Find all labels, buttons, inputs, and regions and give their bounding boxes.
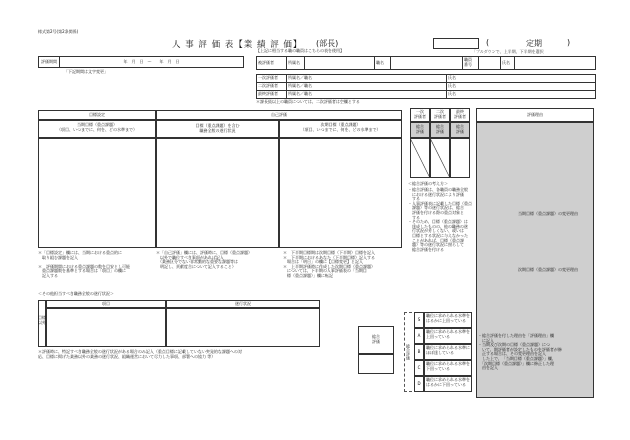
evaluatee-dept-label: 所属名 (287, 57, 305, 70)
period-close: ) (567, 38, 571, 47)
evaluator-dept[interactable]: 所属名／職名 (287, 75, 447, 83)
evaluatee-name-label: 氏名 (501, 57, 515, 70)
evaluator-role: 二次評価者 (257, 83, 287, 91)
eval-period-row (38, 56, 244, 68)
reason-label-current: 当期目標（重点課題）の変更理由 (518, 211, 578, 216)
form-number: 様式第2号(第2条関係) (38, 29, 79, 34)
evaluatee-label: 被評価者 (257, 57, 287, 70)
self-col1-title: 目標（重点課題）を含む 職務全般の遂行状況 (156, 120, 279, 138)
second-evaluator-header: 二次 評価者 (430, 108, 450, 122)
evaluator-name[interactable]: 氏名 (447, 75, 596, 83)
summary-header: ＜総合評価の考え方＞ (408, 181, 448, 186)
evaluatee-dept-field[interactable] (305, 57, 375, 70)
grade-row (414, 312, 472, 328)
self-col2-head (279, 120, 402, 138)
reason-header: 評価理由 (476, 108, 594, 122)
final-evaluator-header: 最終 評価者 (450, 108, 470, 122)
eval-period-label: 評価期間 (39, 57, 60, 67)
eval-period-note: 「下記期間は文字変更」 (64, 69, 108, 74)
diagonal-lines (410, 138, 470, 178)
page-title: 人 事 評 価 表【業 績 評 価】 (172, 40, 303, 50)
self-col2-sub: （項目、いつまでに、何を、どの水準まで） (300, 126, 381, 132)
title-suffix: (部長) (316, 39, 339, 48)
grade-letter: B (414, 344, 424, 360)
other-duty-header: ＜その他担当すべき職務全般の遂行状況＞ (38, 291, 114, 296)
grade-desc: 職位に求められる水準にほぼ達している (424, 344, 472, 360)
first-overall-label: 総合 評価 (410, 122, 430, 138)
evaluator-role: 最終評価者 (257, 91, 287, 99)
notes-left: ＊「目標設定」欄には、当期における重点的に 取り組む課題を記入 ＊ 評価期間における重点課題の数を目安とし可能 重点課題数を基準とする場合は「項目」の欄に 記入する (38, 250, 130, 278)
evaluatee-name-field[interactable] (515, 57, 596, 70)
notes-right: ＊ 下半期目標期は次期目標（下半期）目標を記入 ＊ 下半期におけるあなた（下半期目標）記入する 場合は「明日」の欄に【目標変更】と記入 ＊ 上半期評価時に作成した次期目標（重点課題） については、下半期の人事評価表の「当期目 標（重点課題）」欄に転記 (283, 250, 375, 278)
period-select[interactable]: 定期 (526, 39, 542, 48)
grade-row (414, 328, 472, 344)
grade-side-label: 総合評価 (406, 344, 411, 360)
evaluatee-grade-label: 職員 番号 (463, 57, 479, 70)
grade-row (414, 360, 472, 376)
right-bottom-note: ・総合評価を付した理由を「評価理由」欄 に記入 ・当期及び次期の目標（重点課題）につ いて、期評価者が設定したものを評価者が修 正する場合は、その変更理由を記入 した上で、「当期目標（重点課題）」欄、 「次期目標（重点課題）」欄に修正した理 由を記入 (478, 333, 562, 371)
grade-desc: 職位に求められる水準をはるかに下回っている (424, 376, 472, 392)
evaluator-dept[interactable]: 所属名／職名 (287, 91, 447, 99)
grade-row (414, 376, 472, 392)
diagonal-line (430, 138, 450, 178)
other-duty-col2: 遂行状況 (166, 300, 320, 308)
goal-col-sub: （項目、いつまでに、何を、どの水準まで） (57, 126, 137, 132)
eval-period-value[interactable]: 年 月 日 ～ 年 月 日 (123, 58, 180, 64)
evaluator-note: ＊課長級以上の職員については、二次評価者は空欄とする (256, 99, 360, 104)
grade-row (414, 344, 472, 360)
first-evaluator-header: 一次 評価者 (410, 108, 430, 122)
grade-letter: S (414, 312, 424, 328)
grade-bracket (404, 312, 412, 392)
evaluator-role: 一次評価者 (257, 75, 287, 83)
final-overall-label: 総合 評価 (450, 122, 470, 138)
evaluatee-table (256, 56, 596, 70)
grade-letter: D (414, 376, 424, 392)
diagonal-line (410, 138, 430, 178)
goal-input[interactable] (38, 138, 156, 248)
summary-text: ・総合評価は、各職員の職務全般 における遂行状況により評価 する ・人事評価表に記載した目標（重点 課題）等の遂行状況は、総合 評価を付ける際の重点対象と する ・そのため、目標（重点課題）は 達成したものの、他の職務の遂 行状況が芳しくない、或いは 目標とする状況に与えなかった ことがあれば、目標（重点課 題）等の遂行状況に照らして 総合評価を付ける (408, 187, 472, 252)
next-goal-input[interactable] (279, 138, 402, 248)
final-overall-input[interactable] (358, 354, 394, 374)
evaluator-name[interactable]: 氏名 (447, 83, 596, 91)
goal-col-head (38, 120, 156, 138)
bottom-note: ＊評価時に、特記すべき職務全般の遂行状況がある場合のみ記入（重点目標に記載していない突発的な課題への対 応、目標に掲げた業務以外の業務の遂行状況、組織運営において尽力した事項、部署への協力 等） (38, 349, 242, 359)
reason-label-next: 次期目標（重点課題）の変更理由 (518, 267, 578, 272)
grade-desc: 職位に求められる水準を上回っている (424, 328, 472, 344)
evaluator-name[interactable]: 氏名 (447, 91, 596, 99)
period-box[interactable] (433, 38, 479, 49)
evaluators-table (256, 74, 596, 99)
grade-desc: 職位に求められる水準を下回っている (424, 360, 472, 376)
grade-letter: A (414, 328, 424, 344)
evaluator-dept[interactable]: 所属名／職名 (287, 83, 447, 91)
other-duty-item-input[interactable] (46, 308, 166, 347)
self-col2-title: 次期目標（重点課題） (320, 122, 361, 127)
goal-col-title: 当期目標（重点課題） (77, 122, 117, 127)
period-open: ( (486, 38, 490, 47)
evaluatee-grade-field[interactable] (479, 57, 501, 70)
self-eval-header: 自己評価 (156, 110, 402, 120)
other-duty-row-label: 目標以外 (38, 315, 46, 325)
top-note: 【上記に相当する職の職員はこちらの表を使用】 (256, 48, 344, 53)
notes-mid: ＊「自己評価」欄には、評価時に、目標（重点課題） 以外で職位すべき事項があれば記入 （業務区分でない非常勤的な重要な課題等は 明記し、貢献度合について記入すること） (156, 250, 252, 269)
evaluatee-post-label: 職名 (375, 57, 391, 70)
self-eval-input[interactable] (156, 138, 279, 248)
second-overall-label: 総合 評価 (430, 122, 450, 138)
other-duty-col1: 項目 (46, 300, 166, 308)
evaluatee-post-field[interactable] (391, 57, 463, 70)
grade-scale (414, 312, 472, 392)
grade-letter: C (414, 360, 424, 376)
other-duty-status-input[interactable] (166, 308, 320, 347)
pulldown-note: 「プルダウンで、上半期、下半期を選択 (472, 49, 544, 54)
grade-desc: 職位に求められる水準をはるかに上回っている (424, 312, 472, 328)
goal-setting-header: 目標設定 (38, 110, 156, 120)
final-overall-box: 総合 評価 (358, 326, 394, 354)
